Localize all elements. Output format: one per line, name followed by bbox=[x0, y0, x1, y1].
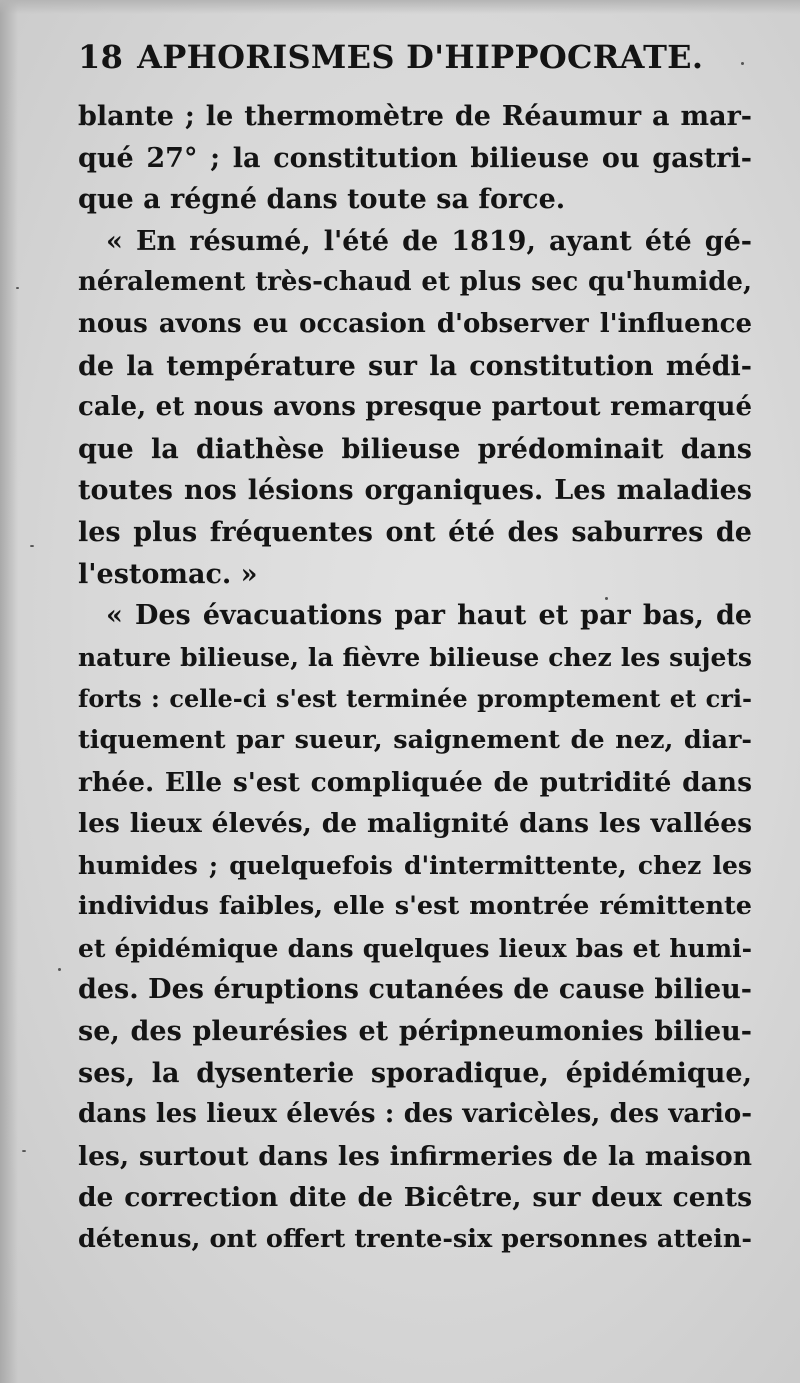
text-line: forts : celle-ci s'est terminée promptement et cri- bbox=[78, 684, 752, 714]
paper-speck bbox=[30, 545, 34, 547]
text-line: rhée. Elle s'est compliquée de putridité dans bbox=[78, 766, 752, 798]
body-text bbox=[78, 96, 752, 1261]
paper-speck bbox=[605, 597, 608, 600]
text-line: les, surtout dans les infirmeries de la maison bbox=[78, 1140, 752, 1172]
paper-speck bbox=[741, 62, 744, 65]
text-line: que la diathèse bilieuse prédominait dans bbox=[78, 433, 752, 465]
text-line: de correction dite de Bicêtre, sur deux cents bbox=[78, 1182, 752, 1214]
page-gutter-shadow bbox=[0, 0, 18, 1383]
page-top-shadow bbox=[0, 0, 800, 14]
paper-speck bbox=[16, 287, 19, 289]
text-line: détenus, ont offert trente-six personnes attein- bbox=[78, 1224, 752, 1255]
text-line: les lieux élevés, de malignité dans les vallées bbox=[78, 808, 752, 840]
text-line: les plus fréquentes ont été des saburres de bbox=[78, 516, 752, 548]
text-line: « Des évacuations par haut et par bas, de bbox=[106, 600, 752, 632]
text-line: individus faibles, elle s'est montrée rémittente bbox=[78, 891, 752, 922]
page-header bbox=[78, 38, 758, 84]
text-line: nous avons eu occasion d'observer l'influence bbox=[78, 308, 752, 339]
text-line: se, des pleurésies et péripneumonies bilieu- bbox=[78, 1016, 752, 1048]
text-line: que a régné dans toute sa force. bbox=[78, 184, 566, 216]
text-line: cale, et nous avons presque partout remarqué bbox=[78, 392, 752, 423]
text-line: humides ; quelquefois d'intermittente, chez les bbox=[78, 850, 752, 880]
running-head: APHORISMES D'HIPPOCRATE. bbox=[137, 38, 704, 76]
text-line: tiquement par sueur, saignement de nez, diar- bbox=[78, 724, 752, 755]
text-line: blante ; le thermomètre de Réaumur a mar- bbox=[78, 101, 752, 132]
text-line: des. Des éruptions cutanées de cause bilieu- bbox=[78, 974, 752, 1006]
text-line: néralement très-chaud et plus sec qu'humide, bbox=[78, 267, 752, 298]
text-line: de la température sur la constitution médi- bbox=[78, 350, 752, 382]
page-number: 18 bbox=[78, 38, 124, 76]
paper-speck bbox=[58, 968, 61, 971]
text-line: qué 27° ; la constitution bilieuse ou gastri- bbox=[78, 142, 752, 174]
text-line: l'estomac. » bbox=[78, 558, 258, 590]
text-line: dans les lieux élevés : des varicèles, des vario- bbox=[78, 1099, 752, 1130]
text-line: ses, la dysenterie sporadique, épidémique, bbox=[78, 1057, 752, 1089]
text-line: nature bilieuse, la fièvre bilieuse chez les sujets bbox=[78, 642, 752, 672]
text-line: et épidémique dans quelques lieux bas et humi- bbox=[78, 933, 752, 963]
text-line: « En résumé, l'été de 1819, ayant été gé- bbox=[106, 225, 752, 257]
text-line: toutes nos lésions organiques. Les maladies bbox=[78, 475, 752, 507]
paper-speck bbox=[22, 1150, 26, 1152]
